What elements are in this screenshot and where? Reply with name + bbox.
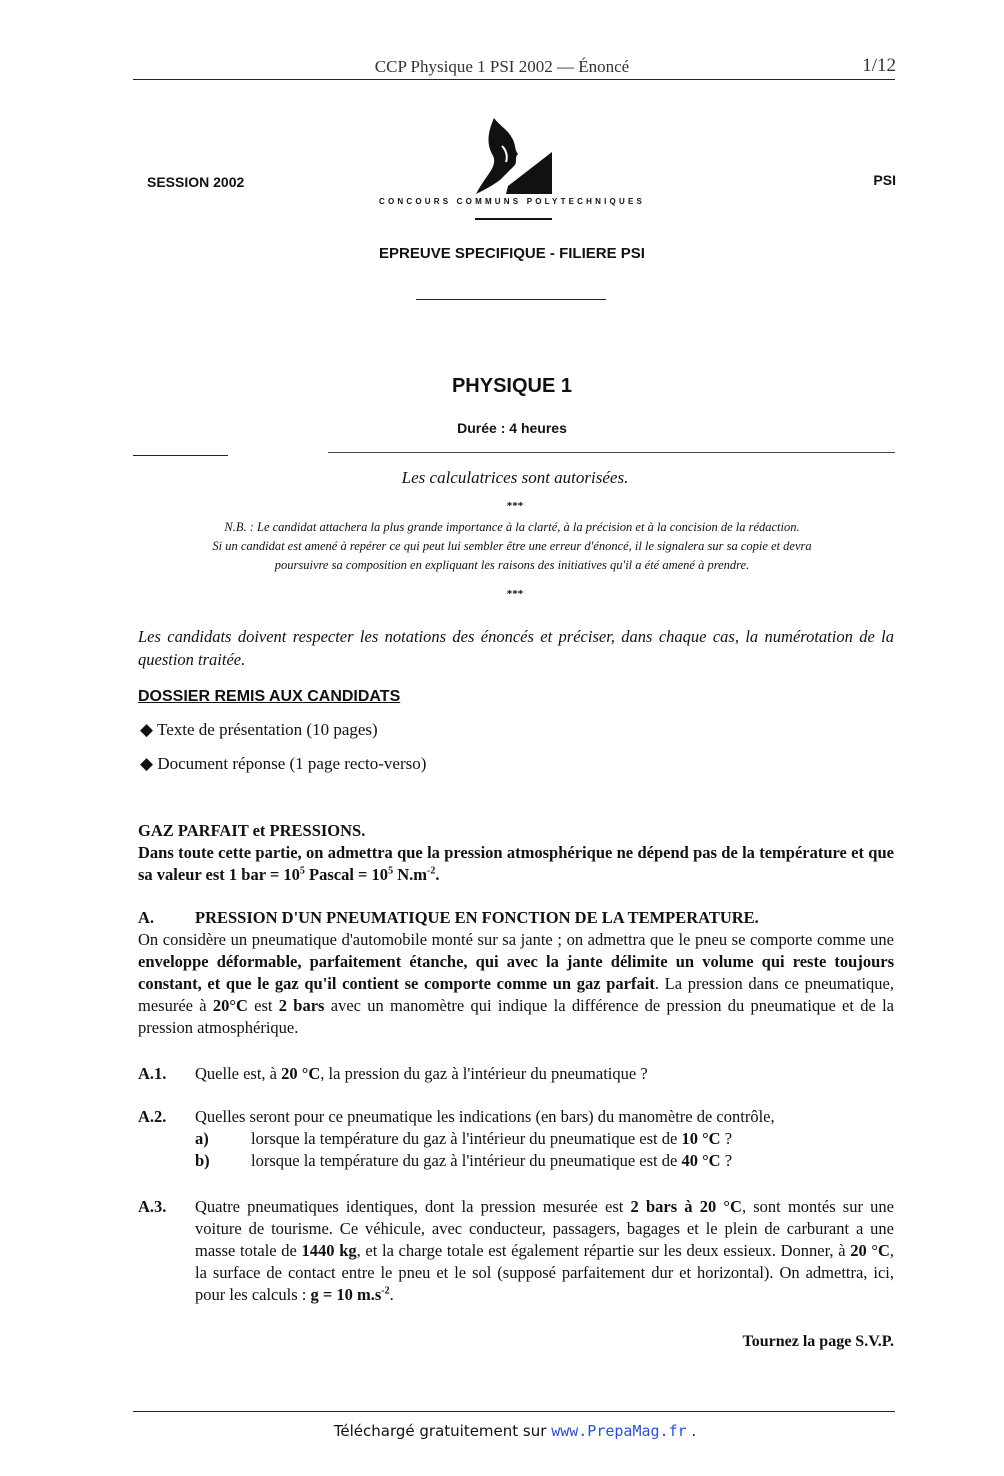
- list-item: ◆ Texte de présentation (10 pages): [140, 720, 378, 739]
- ccp-logo-icon: [462, 116, 558, 198]
- list-item: ◆ Document réponse (1 page recto-verso): [140, 754, 427, 773]
- logo-text: CONCOURS COMMUNS POLYTECHNIQUES: [378, 197, 646, 206]
- dossier-title: DOSSIER REMIS AUX CANDIDATS: [138, 688, 401, 705]
- separator-stars: ***: [506, 500, 524, 512]
- duration: Durée : 4 heures: [457, 420, 567, 436]
- separator-stars-2: ***: [506, 588, 524, 600]
- nb-note: [130, 518, 894, 575]
- session-label: SESSION 2002: [147, 174, 245, 190]
- candidates-note: Les candidats doivent respecter les notations des énoncés et préciser, dans chaque cas, la numérotation de la question traitée.: [138, 627, 894, 669]
- footer: Téléchargé gratuitement sur www.PrepaMag.fr .: [333, 1422, 697, 1440]
- filiere-tag: PSI: [873, 172, 896, 188]
- section-a-paragraph: On considère un pneumatique d'automobile monté sur sa jante ; on admettra que le pneu se comporte comme une enveloppe déformable, parfaitement étanche, qui avec la jante délimite un volume qui reste toujours constant, et que le gaz qu'il contient se comporte comme un gaz parfait. La pression dans ce pneumatique, mesurée à 20°C est 2 bars avec un manomètre qui indique la différence de pression du pneumatique et de la pression atmosphérique.: [138, 930, 895, 1037]
- divider-right: [328, 452, 895, 453]
- part-intro: Dans toute cette partie, on admettra que la pression atmosphérique ne dépend pas de la température et que sa valeur est 1 bar = $10^5$ Pascal = $10^5$ $N.m^{-2}$.: [138, 843, 894, 884]
- footer-divider: [133, 1411, 895, 1412]
- nb-line-2: Si un candidat est amené à repérer ce qui peut lui sembler être une erreur d'énoncé, il le signalera sur sa copie et devra: [212, 539, 812, 553]
- nb-line-3: poursuivre sa composition en expliquant les raisons des initiatives qu'il a été amené à prendre.: [274, 558, 750, 572]
- part-title: GAZ PARFAIT et PRESSIONS.: [138, 821, 366, 840]
- turn-page-note: Tournez la page S.V.P.: [742, 1333, 894, 1350]
- exam-type: EPREUVE SPECIFIQUE - FILIERE PSI: [379, 245, 645, 262]
- header-divider: [133, 79, 895, 80]
- nb-line-1: N.B. : Le candidat attachera la plus grande importance à la clarté, à la précision et à la concision de la rédaction.: [224, 520, 800, 534]
- section-a: [138, 907, 894, 1039]
- footer-link[interactable]: www.PrepaMag.fr: [551, 1422, 687, 1440]
- calculator-note: Les calculatrices sont autorisées.: [401, 468, 629, 487]
- question-a3: A.3. Quatre pneumatiques identiques, dont la pression mesurée est 2 bars à 20 °C, sont montés sur une voiture de tourisme. Ce véhicule, avec conducteur, passagers, bagages et le plein de carburant a une masse totale de 1440 kg, et la charge totale est également répartie sur les deux essieux. Donner, à 20 °C, la surface de contact entre le pneu et le sol (supposé parfaitement dur et horizontal). On admettra, ici, pour les calculs : g = 10 $m.s^{-2}$.: [138, 1197, 894, 1304]
- logo-underline: [475, 218, 552, 220]
- title-divider: [416, 299, 606, 300]
- bullet-icon: ◆: [140, 720, 154, 739]
- subject-title: PHYSIQUE 1: [451, 375, 573, 397]
- question-a1: A.1. Quelle est, à 20 °C, la pression du gaz à l'intérieur du pneumatique ?: [138, 1064, 648, 1083]
- section-a-heading: A. PRESSION D'UN PNEUMATIQUE EN FONCTION DE LA TEMPERATURE.: [138, 908, 759, 927]
- bullet-icon: ◆: [140, 754, 154, 773]
- page-number: 1/12: [862, 55, 896, 76]
- running-header-title: CCP Physique 1 PSI 2002 — Énoncé: [374, 57, 630, 76]
- divider-left: [133, 455, 228, 456]
- part-header: [138, 820, 894, 886]
- question-a2: A.2. Quelles seront pour ce pneumatique les indications (en bars) du manomètre de contrôle, a) lorsque la température du gaz à l'intérieur du pneumatique est de 10 °C ? b) lorsque la température du gaz à l'intérieur du pneumatique est de 40 °C ?: [138, 1107, 775, 1170]
